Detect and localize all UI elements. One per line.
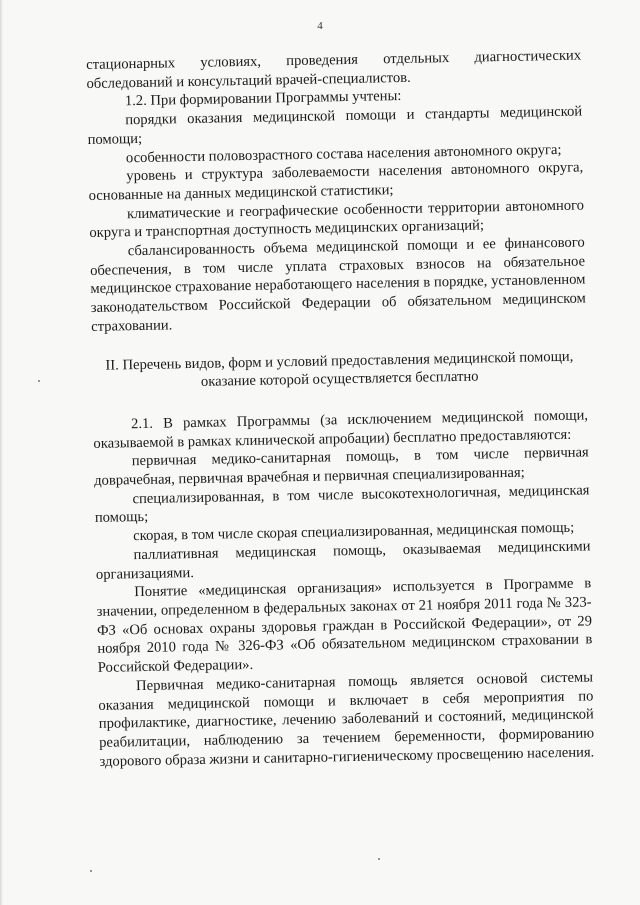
body-paragraph: специализированная, в том числе высокотехнологичная, медицинская помощь;: [94, 482, 590, 527]
body-paragraph: Понятие «медицинская организация» используется в Программе в значении, определенном в федеральных законах от 21 ноября 2011 года № 323-ФЗ «Об основах охраны здоровья граждан в Российской Федерации», от 29 ноября 2010 года № 326-ФЗ «Об обязательном медицинском страховании в Российской Федерации».: [96, 575, 593, 676]
body-paragraph: уровень и структура заболеваемости населения автономного округа, основанные на данных медицинской статистики;: [88, 159, 584, 204]
body-paragraph: паллиативная медицинская помощь, оказываемая медицинскими организациями.: [95, 538, 591, 583]
top-paragraphs: [86, 46, 586, 336]
scan-speck: [38, 380, 40, 382]
section-heading-line-1: II. Перечень видов, форм и условий предоставления медицинской помощи,: [105, 348, 574, 374]
body-paragraph: скорая, в том числе скорая специализированная, медицинская помощь;: [133, 519, 575, 545]
body-paragraph: сбалансированность объема медицинской помощи и ее финансового обеспечения, в том числе уплата страховых взносов на обязательное медицинское страхование неработающего населения в порядке, установленном законодательством Российской Федерации об обязательном медицинском страховании.: [89, 234, 586, 335]
body-paragraph: порядки оказания медицинской помощи и стандарты медицинской помощи;: [87, 103, 583, 148]
page-number: 4: [317, 20, 323, 32]
document-body: [86, 46, 595, 771]
body-paragraph: Первичная медико-санитарная помощь является основой системы оказания медицинской помощи и включает в себя мероприятия по профилактике, диагностике, лечению заболеваний и состояний, медицинской реабилитации, наблюдению за течением беременности, формированию здорового образа жизни и санитарно-гигиеническому просвещению населения.: [98, 669, 595, 770]
body-paragraph: 1.2. При формировании Программы учтены:: [124, 88, 402, 110]
scan-edge-shadow: [0, 0, 3, 905]
body-paragraph: особенности половозрастного состава населения автономного округа;: [125, 141, 562, 166]
body-paragraph: 2.1. В рамках Программы (за исключением медицинской помощи, оказываемой в рамках клинической апробации) бесплатно предоставляются:: [93, 407, 589, 452]
section-heading: [92, 347, 588, 394]
body-paragraph: климатические и географические особенности территории автономного округа и транспортная доступность медицинских организаций;: [89, 197, 585, 242]
scan-speck: [378, 858, 380, 860]
section-heading-line-2: оказание которой осуществляется бесплатно: [200, 368, 479, 391]
body-paragraph: стационарных условиях, проведения отдельных диагностических обследований и консультаций врачей-специалистов.: [86, 47, 582, 92]
bottom-paragraphs: [93, 406, 595, 771]
scan-speck: [90, 870, 92, 872]
body-paragraph: первичная медико-санитарная помощь, в том числе первичная доврачебная, первичная врачебная и первичная специализированная;: [94, 444, 589, 489]
